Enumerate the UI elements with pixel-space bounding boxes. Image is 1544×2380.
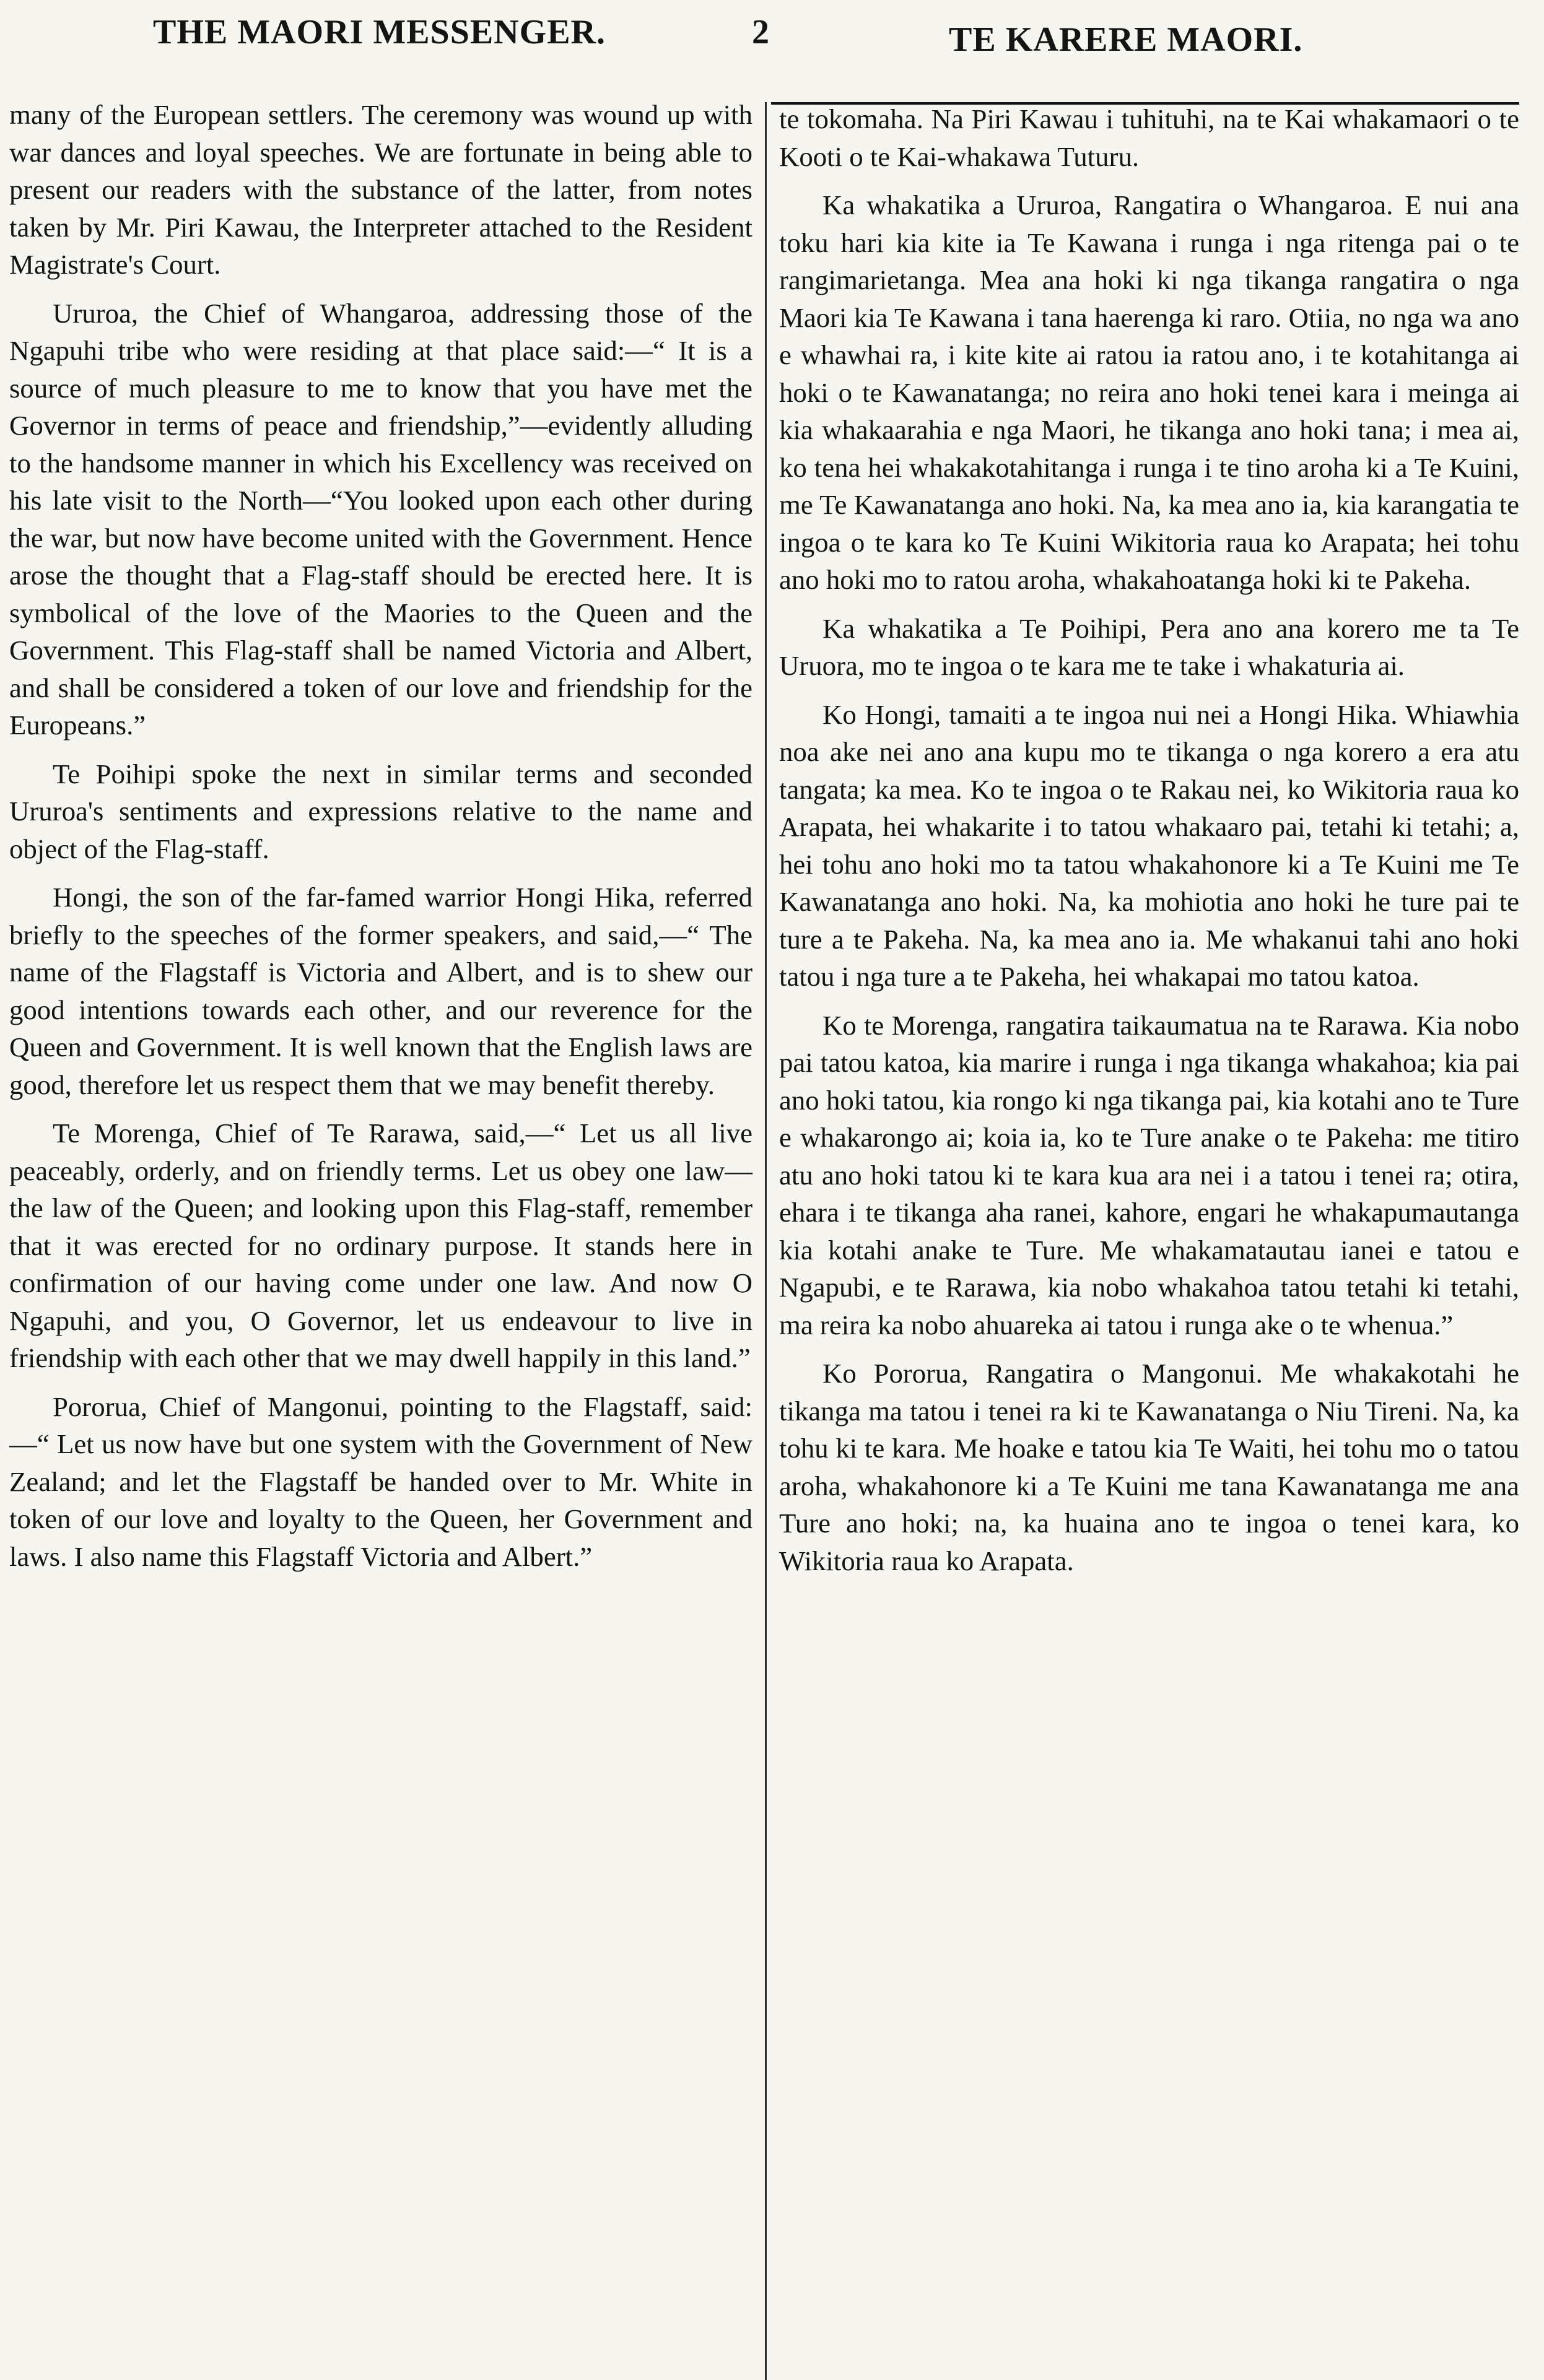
maori-paragraph: Ko te Morenga, rangatira taikaumatua na te Rarawa. Kia nobo pai tatou katoa, kia marire i runga i nga tikanga whakahoa; kia pai ano hoki tatou, kia rongo ki nga tikanga pai, kia kotahi ano te Ture e whakarongo ai; koia ia, ko te Ture anake o te Pakeha: me titiro atu ano hoki tatou ki te kara kua ara nei i a tatou i tenei ra; otira, ehara i te tikanga aha ranei, kahore, engari he whakapumautanga kia kotahi anake te Ture. Me whakamatautau ianei e tatou e Ngapubi, e te Rarawa, kia nobo whakahoa tatou tetahi ki tetahi, ma reira ka nobo ahuareka ai tatou i runga ake o te whenua.” — [779, 1009, 1519, 1340]
columns — [0, 93, 1544, 2380]
english-paragraph: Hongi, the son of the far-famed warrior Hongi Hika, referred briefly to the speeches of the former speakers, and said,—“ The name of the Flagstaff is Victoria and Albert, and is to shew our good intentions towards each other, and our reverence for the Queen and Government. It is well known that the English laws are good, therefore let us respect them that we may benefit thereby. — [9, 882, 752, 1100]
column-divider — [765, 102, 767, 2380]
maori-masthead: TE KARERE MAORI. — [949, 20, 1303, 59]
maori-column — [773, 93, 1525, 2380]
english-paragraph: Ururoa, the Chief of Whangaroa, addressing those of the Ngapuhi tribe who were residing at that place said:—“ It is a source of much pleasure to me to know that you have met the Governor in terms of peace and friendship,”—evidently alluding to the handsome manner in which his Excellency was received on his late visit to the North—“You looked upon each other during the war, but now have become united with the Government. Hence arose the thought that a Flag-staff should be erected here. It is symbolical of the love of the Maories to the Queen and the Government. This Flag-staff shall be named Victoria and Albert, and shall be considered a token of our love and friendship for the Europeans.” — [9, 297, 752, 740]
english-paragraph: Te Poihipi spoke the next in similar terms and seconded Ururoa's sentiments and expressions relative to the name and object of the Flag-staff. — [9, 758, 752, 864]
maori-paragraph: Ka whakatika a Ururoa, Rangatira o Whangaroa. E nui ana toku hari kia kite ia Te Kawana i runga i nga ritenga pai o te rangimarietanga. Mea ana hoki ki nga tikanga rangatira o nga Maori kia Te Kawana i tana haerenga ki raro. Otiia, no nga wa ano e whawhai ra, i kite kite ai ratou ia ratou ano, i te kotahitanga ai hoki o te Kawanatanga; no reira ano hoki tenei kara i meinga ai kia whakaarahia e nga Maori, he tikanga ano hoki tana; i mea ai, ko tena hei whakakotahitanga i runga i te tino aroha ki a Te Kuini, me Te Kawanatanga ano hoki. Na, ka mea ano ia, kia karangatia te ingoa o te kara ko Te Kuini Wikitoria raua ko Arapata; hei tohu ano hoki mo to ratou aroha, whakahoatanga hoki ki te Pakeha. — [779, 189, 1519, 595]
english-paragraph: many of the European settlers. The ceremony was wound up with war dances and loyal speeches. We are fortunate in being able to present our readers with the substance of the latter, from notes taken by Mr. Piri Kawau, the Interpreter attached to the Resident Magistrate's Court. — [9, 99, 752, 280]
page-number: 2 — [752, 13, 770, 51]
maori-paragraph: te tokomaha. Na Piri Kawau i tuhituhi, na te Kai whakamaori o te Kooti o te Kai-whakawa Tuturu. — [779, 103, 1519, 172]
english-column — [6, 93, 759, 2380]
maori-paragraph: Ko Hongi, tamaiti a te ingoa nui nei a Hongi Hika. Whiawhia noa ake nei ano ana kupu mo te tikanga o nga korero a era atu tangata; ka mea. Ko te ingoa o te Rakau nei, ko Wikitoria raua ko Arapata, hei whakarite i to tatou whakaaro pai, tetahi ki tetahi; a, hei tohu ano hoki mo ta tatou whakahonore ki a Te Kuini me Te Kawanatanga ano hoki. Na, ka mohiotia ano hoki he ture pai te ture a te Pakeha. Na, ka mea ano ia. Me whakanui tahi ano hoki tatou i nga ture a te Pakeha, hei whakapai mo tatou katoa. — [779, 698, 1519, 992]
page-header — [14, 12, 1525, 80]
english-paragraph: Te Morenga, Chief of Te Rarawa, said,—“ Let us all live peaceably, orderly, and on friendly terms. Let us obey one law—the law of the Queen; and looking upon this Flag-staff, remember that it was erected for no ordinary purpose. It stands here in confirmation of our having come under one law. And now O Ngapuhi, and you, O Governor, let us endeavour to live in friendship with each other that we may dwell happily in this land.” — [9, 1118, 752, 1373]
english-masthead: THE MAORI MESSENGER. — [153, 13, 606, 51]
maori-paragraph: Ka whakatika a Te Poihipi, Pera ano ana korero me ta Te Uruora, mo te ingoa o te kara me te take i whakaturia ai. — [779, 612, 1519, 681]
english-paragraph: Pororua, Chief of Mangonui, pointing to the Flagstaff, said:—“ Let us now have but one system with the Government of New Zealand; and let the Flagstaff be handed over to Mr. White in token of our love and loyalty to the Queen, her Government and laws. I also name this Flagstaff Victoria and Albert.” — [9, 1391, 752, 1572]
maori-paragraph: Ko Pororua, Rangatira o Mangonui. Me whakakotahi he tikanga ma tatou i tenei ra ki te Kawanatanga o Niu Tireni. Na, ka tohu ki te kara. Me hoake e tatou kia Te Waiti, hei tohu mo o tatou aroha, whakahonore ki a Te Kuini me tana Kawanatanga me ana Ture ano hoki; na, ka huaina ano te ingoa o tenei kara, ko Wikitoria raua ko Arapata. — [779, 1358, 1519, 1576]
